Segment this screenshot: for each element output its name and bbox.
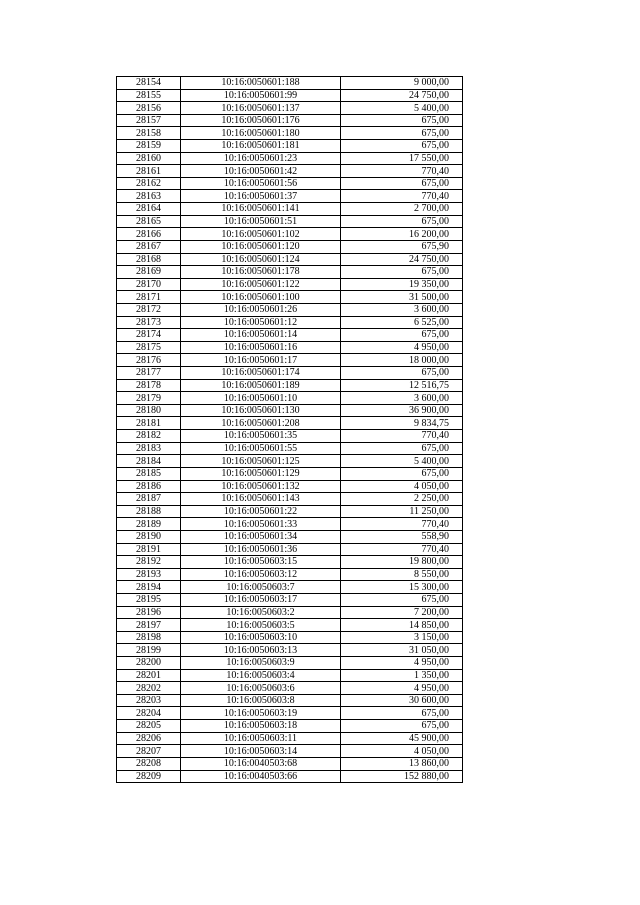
table-row: [117, 140, 463, 153]
value-cell: 675,00: [341, 140, 463, 153]
value-cell: 770,40: [341, 518, 463, 531]
cadastral-number-cell: 10:16:0050601:143: [181, 493, 341, 506]
row-number-cell: 28203: [117, 694, 181, 707]
value-cell: 15 300,00: [341, 581, 463, 594]
value-cell: 30 600,00: [341, 694, 463, 707]
table-row: [117, 114, 463, 127]
row-number-cell: 28160: [117, 152, 181, 165]
table-row: [117, 556, 463, 569]
value-cell: 6 525,00: [341, 316, 463, 329]
cadastral-number-cell: 10:16:0050601:141: [181, 203, 341, 216]
table-row: [117, 341, 463, 354]
value-cell: 675,00: [341, 329, 463, 342]
table-row: [117, 215, 463, 228]
value-cell: 675,00: [341, 177, 463, 190]
table-row: [117, 770, 463, 783]
value-cell: 4 950,00: [341, 657, 463, 670]
cadastral-number-cell: 10:16:0050601:174: [181, 367, 341, 380]
row-number-cell: 28192: [117, 556, 181, 569]
value-cell: 18 000,00: [341, 354, 463, 367]
cadastral-number-cell: 10:16:0050601:51: [181, 215, 341, 228]
row-number-cell: 28167: [117, 240, 181, 253]
value-cell: 16 200,00: [341, 228, 463, 241]
table-row: [117, 354, 463, 367]
value-cell: 7 200,00: [341, 606, 463, 619]
value-cell: 2 700,00: [341, 203, 463, 216]
cadastral-number-cell: 10:16:0050601:37: [181, 190, 341, 203]
row-number-cell: 28205: [117, 720, 181, 733]
row-number-cell: 28188: [117, 505, 181, 518]
row-number-cell: 28207: [117, 745, 181, 758]
row-number-cell: 28162: [117, 177, 181, 190]
cadastral-number-cell: 10:16:0050603:7: [181, 581, 341, 594]
row-number-cell: 28180: [117, 404, 181, 417]
cadastral-number-cell: 10:16:0050601:56: [181, 177, 341, 190]
table-row: [117, 404, 463, 417]
value-cell: 24 750,00: [341, 89, 463, 102]
row-number-cell: 28161: [117, 165, 181, 178]
table-row: [117, 757, 463, 770]
table-row: [117, 316, 463, 329]
value-cell: 5 400,00: [341, 102, 463, 115]
cadastral-number-cell: 10:16:0050601:26: [181, 303, 341, 316]
value-cell: 675,00: [341, 114, 463, 127]
cadastral-number-cell: 10:16:0050601:33: [181, 518, 341, 531]
row-number-cell: 28184: [117, 455, 181, 468]
row-number-cell: 28169: [117, 266, 181, 279]
table-row: [117, 657, 463, 670]
value-cell: 45 900,00: [341, 732, 463, 745]
cadastral-number-cell: 10:16:0050603:8: [181, 694, 341, 707]
table-row: [117, 467, 463, 480]
value-cell: 770,40: [341, 165, 463, 178]
row-number-cell: 28165: [117, 215, 181, 228]
table-row: [117, 152, 463, 165]
row-number-cell: 28177: [117, 367, 181, 380]
value-cell: 3 600,00: [341, 303, 463, 316]
row-number-cell: 28185: [117, 467, 181, 480]
table-row: [117, 127, 463, 140]
value-cell: 675,00: [341, 707, 463, 720]
row-number-cell: 28190: [117, 530, 181, 543]
table-row: [117, 505, 463, 518]
table-row: [117, 240, 463, 253]
row-number-cell: 28171: [117, 291, 181, 304]
value-cell: 770,40: [341, 190, 463, 203]
cadastral-number-cell: 10:16:0050601:12: [181, 316, 341, 329]
table-row: [117, 203, 463, 216]
cadastral-value-table: [116, 76, 463, 783]
cadastral-number-cell: 10:16:0050601:181: [181, 140, 341, 153]
cadastral-number-cell: 10:16:0050603:6: [181, 682, 341, 695]
value-cell: 1 350,00: [341, 669, 463, 682]
cadastral-number-cell: 10:16:0050601:34: [181, 530, 341, 543]
cadastral-number-cell: 10:16:0050601:22: [181, 505, 341, 518]
value-cell: 675,00: [341, 367, 463, 380]
cadastral-number-cell: 10:16:0050603:12: [181, 568, 341, 581]
value-cell: 19 800,00: [341, 556, 463, 569]
row-number-cell: 28182: [117, 430, 181, 443]
cadastral-number-cell: 10:16:0050601:120: [181, 240, 341, 253]
row-number-cell: 28200: [117, 657, 181, 670]
cadastral-number-cell: 10:16:0050601:55: [181, 442, 341, 455]
row-number-cell: 28183: [117, 442, 181, 455]
table-row: [117, 291, 463, 304]
table-row: [117, 303, 463, 316]
table-row: [117, 732, 463, 745]
table-row: [117, 530, 463, 543]
table-row: [117, 543, 463, 556]
value-cell: 675,00: [341, 442, 463, 455]
row-number-cell: 28172: [117, 303, 181, 316]
table-row: [117, 367, 463, 380]
cadastral-number-cell: 10:16:0050601:125: [181, 455, 341, 468]
row-number-cell: 28191: [117, 543, 181, 556]
table-row: [117, 430, 463, 443]
cadastral-number-cell: 10:16:0050601:188: [181, 77, 341, 90]
row-number-cell: 28204: [117, 707, 181, 720]
value-cell: 152 880,00: [341, 770, 463, 783]
cadastral-number-cell: 10:16:0050603:13: [181, 644, 341, 657]
row-number-cell: 28197: [117, 619, 181, 632]
cadastral-number-cell: 10:16:0050601:178: [181, 266, 341, 279]
row-number-cell: 28157: [117, 114, 181, 127]
cadastral-number-cell: 10:16:0050603:15: [181, 556, 341, 569]
table-row: [117, 329, 463, 342]
cadastral-number-cell: 10:16:0050601:176: [181, 114, 341, 127]
table-row: [117, 102, 463, 115]
row-number-cell: 28189: [117, 518, 181, 531]
cadastral-number-cell: 10:16:0050603:18: [181, 720, 341, 733]
value-cell: 13 860,00: [341, 757, 463, 770]
table-row: [117, 253, 463, 266]
cadastral-number-cell: 10:16:0050603:11: [181, 732, 341, 745]
row-number-cell: 28156: [117, 102, 181, 115]
cadastral-number-cell: 10:16:0050603:17: [181, 593, 341, 606]
value-cell: 675,00: [341, 467, 463, 480]
table-row: [117, 619, 463, 632]
cadastral-number-cell: 10:16:0050601:180: [181, 127, 341, 140]
value-cell: 4 050,00: [341, 745, 463, 758]
row-number-cell: 28206: [117, 732, 181, 745]
row-number-cell: 28174: [117, 329, 181, 342]
value-cell: 4 950,00: [341, 682, 463, 695]
row-number-cell: 28199: [117, 644, 181, 657]
value-cell: 4 950,00: [341, 341, 463, 354]
table-row: [117, 190, 463, 203]
row-number-cell: 28195: [117, 593, 181, 606]
value-cell: 24 750,00: [341, 253, 463, 266]
row-number-cell: 28163: [117, 190, 181, 203]
value-cell: 675,00: [341, 266, 463, 279]
cadastral-number-cell: 10:16:0050601:35: [181, 430, 341, 443]
value-cell: 675,00: [341, 720, 463, 733]
value-cell: 14 850,00: [341, 619, 463, 632]
row-number-cell: 28187: [117, 493, 181, 506]
table-row: [117, 228, 463, 241]
value-cell: 36 900,00: [341, 404, 463, 417]
cadastral-number-cell: 10:16:0050601:132: [181, 480, 341, 493]
row-number-cell: 28186: [117, 480, 181, 493]
value-cell: 2 250,00: [341, 493, 463, 506]
value-cell: 19 350,00: [341, 278, 463, 291]
table-row: [117, 581, 463, 594]
row-number-cell: 28158: [117, 127, 181, 140]
table-row: [117, 442, 463, 455]
table-row: [117, 278, 463, 291]
row-number-cell: 28196: [117, 606, 181, 619]
table-row: [117, 417, 463, 430]
row-number-cell: 28178: [117, 379, 181, 392]
cadastral-number-cell: 10:16:0050601:99: [181, 89, 341, 102]
value-cell: 31 500,00: [341, 291, 463, 304]
table-row: [117, 266, 463, 279]
table-row: [117, 568, 463, 581]
table-row: [117, 694, 463, 707]
value-cell: 9 000,00: [341, 77, 463, 90]
row-number-cell: 28166: [117, 228, 181, 241]
value-cell: 3 150,00: [341, 631, 463, 644]
cadastral-number-cell: 10:16:0050601:208: [181, 417, 341, 430]
cadastral-number-cell: 10:16:0050601:100: [181, 291, 341, 304]
row-number-cell: 28159: [117, 140, 181, 153]
cadastral-number-cell: 10:16:0050603:10: [181, 631, 341, 644]
cadastral-number-cell: 10:16:0050601:102: [181, 228, 341, 241]
row-number-cell: 28201: [117, 669, 181, 682]
cadastral-number-cell: 10:16:0050601:16: [181, 341, 341, 354]
row-number-cell: 28173: [117, 316, 181, 329]
row-number-cell: 28179: [117, 392, 181, 405]
table-row: [117, 593, 463, 606]
value-cell: 11 250,00: [341, 505, 463, 518]
value-cell: 17 550,00: [341, 152, 463, 165]
table-row: [117, 682, 463, 695]
cadastral-number-cell: 10:16:0050603:5: [181, 619, 341, 632]
table-row: [117, 493, 463, 506]
table-row: [117, 177, 463, 190]
cadastral-number-cell: 10:16:0040503:66: [181, 770, 341, 783]
value-cell: 675,00: [341, 593, 463, 606]
table-row: [117, 720, 463, 733]
row-number-cell: 28164: [117, 203, 181, 216]
cadastral-number-cell: 10:16:0050603:19: [181, 707, 341, 720]
value-cell: 770,40: [341, 543, 463, 556]
value-cell: 31 050,00: [341, 644, 463, 657]
table-row: [117, 392, 463, 405]
table-row: [117, 669, 463, 682]
cadastral-number-cell: 10:16:0050601:189: [181, 379, 341, 392]
row-number-cell: 28168: [117, 253, 181, 266]
table-row: [117, 606, 463, 619]
cadastral-number-cell: 10:16:0050603:4: [181, 669, 341, 682]
table-row: [117, 745, 463, 758]
row-number-cell: 28209: [117, 770, 181, 783]
cadastral-number-cell: 10:16:0050601:129: [181, 467, 341, 480]
cadastral-number-cell: 10:16:0040503:68: [181, 757, 341, 770]
cadastral-number-cell: 10:16:0050601:23: [181, 152, 341, 165]
value-cell: 675,00: [341, 127, 463, 140]
cadastral-number-cell: 10:16:0050601:130: [181, 404, 341, 417]
value-cell: 770,40: [341, 430, 463, 443]
value-cell: 675,00: [341, 215, 463, 228]
table-row: [117, 631, 463, 644]
cadastral-number-cell: 10:16:0050601:122: [181, 278, 341, 291]
value-cell: 3 600,00: [341, 392, 463, 405]
table-row: [117, 644, 463, 657]
cadastral-number-cell: 10:16:0050601:14: [181, 329, 341, 342]
value-cell: 12 516,75: [341, 379, 463, 392]
row-number-cell: 28194: [117, 581, 181, 594]
row-number-cell: 28154: [117, 77, 181, 90]
cadastral-number-cell: 10:16:0050603:9: [181, 657, 341, 670]
table-row: [117, 518, 463, 531]
value-cell: 675,90: [341, 240, 463, 253]
row-number-cell: 28198: [117, 631, 181, 644]
value-cell: 5 400,00: [341, 455, 463, 468]
table-row: [117, 77, 463, 90]
cadastral-number-cell: 10:16:0050601:42: [181, 165, 341, 178]
row-number-cell: 28193: [117, 568, 181, 581]
table-row: [117, 455, 463, 468]
cadastral-number-cell: 10:16:0050603:2: [181, 606, 341, 619]
table-row: [117, 165, 463, 178]
table-row: [117, 89, 463, 102]
cadastral-number-cell: 10:16:0050601:36: [181, 543, 341, 556]
value-cell: 9 834,75: [341, 417, 463, 430]
row-number-cell: 28170: [117, 278, 181, 291]
row-number-cell: 28176: [117, 354, 181, 367]
table-row: [117, 379, 463, 392]
cadastral-number-cell: 10:16:0050601:10: [181, 392, 341, 405]
cadastral-number-cell: 10:16:0050601:17: [181, 354, 341, 367]
row-number-cell: 28175: [117, 341, 181, 354]
table-row: [117, 480, 463, 493]
table-body: [117, 77, 463, 783]
cadastral-number-cell: 10:16:0050601:137: [181, 102, 341, 115]
cadastral-number-cell: 10:16:0050601:124: [181, 253, 341, 266]
row-number-cell: 28181: [117, 417, 181, 430]
row-number-cell: 28208: [117, 757, 181, 770]
value-cell: 4 050,00: [341, 480, 463, 493]
row-number-cell: 28202: [117, 682, 181, 695]
value-cell: 558,90: [341, 530, 463, 543]
table-row: [117, 707, 463, 720]
row-number-cell: 28155: [117, 89, 181, 102]
value-cell: 8 550,00: [341, 568, 463, 581]
cadastral-number-cell: 10:16:0050603:14: [181, 745, 341, 758]
